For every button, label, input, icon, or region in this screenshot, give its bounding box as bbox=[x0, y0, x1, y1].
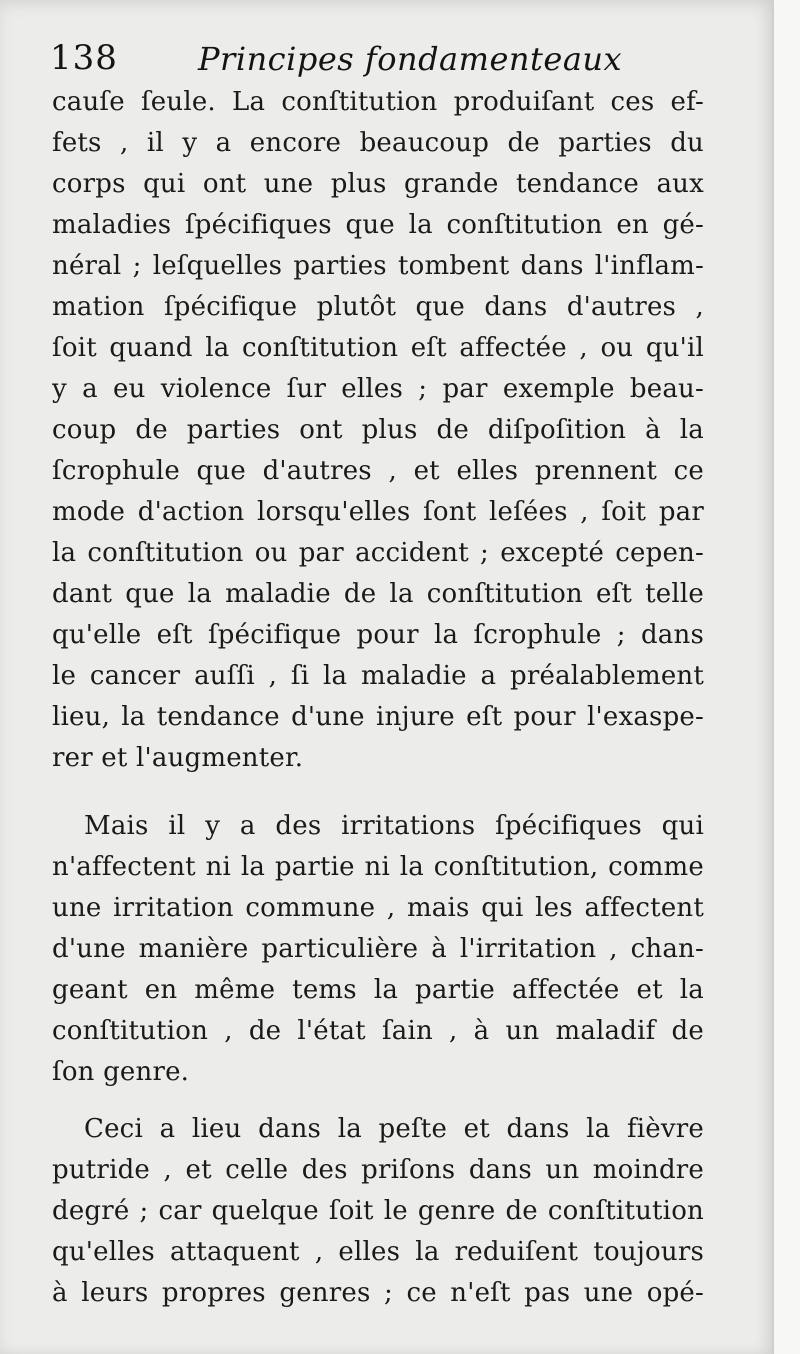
text-line: cauſe ſeule. La conſtitution produiſant ces ef- bbox=[52, 87, 704, 117]
paragraph-2 bbox=[52, 806, 704, 1093]
page-edge bbox=[772, 0, 800, 1354]
text-line: putride , et celle des priſons dans un moindre bbox=[52, 1155, 704, 1185]
page-header bbox=[50, 38, 730, 88]
text-line: qu'elles attaquent , elles la reduiſent toujours bbox=[52, 1237, 704, 1267]
running-title: Principes fondamenteaux bbox=[198, 40, 623, 78]
paragraph-1 bbox=[52, 82, 704, 779]
text-line: une irritation commune , mais qui les affectent bbox=[52, 893, 704, 923]
text-line: d'une manière particulière à l'irritation , chan- bbox=[52, 934, 704, 964]
text-line: n'affectent ni la partie ni la conſtitution, comme bbox=[52, 852, 704, 882]
text-line: coup de parties ont plus de diſpoſition à la bbox=[52, 415, 704, 445]
text-line: Mais il y a des irritations ſpécifiques qui bbox=[84, 811, 704, 841]
text-line: maladies ſpécifiques que la conſtitution en gé- bbox=[52, 210, 704, 240]
text-line: rer et l'augmenter. bbox=[52, 743, 304, 773]
text-line: y a eu violence ſur elles ; par exemple beau- bbox=[52, 374, 704, 404]
text-line: corps qui ont une plus grande tendance aux bbox=[52, 169, 704, 199]
text-line: fets , il y a encore beaucoup de parties du bbox=[52, 128, 704, 158]
page-number: 138 bbox=[50, 38, 118, 78]
text-line: mation ſpécifique plutôt que dans d'autres , bbox=[52, 292, 704, 322]
text-line: néral ; leſquelles parties tombent dans l'inflam- bbox=[52, 251, 704, 281]
text-line: lieu, la tendance d'une injure eſt pour l'exaspe- bbox=[52, 702, 704, 732]
text-line: la conſtitution ou par accident ; excepté cepen- bbox=[52, 538, 704, 568]
text-line: ſcrophule que d'autres , et elles prennent ce bbox=[52, 456, 704, 486]
text-line: ſoit quand la conſtitution eſt affectée , ou qu'il bbox=[52, 333, 704, 363]
text-line: geant en même tems la partie affectée et la bbox=[52, 975, 704, 1005]
text-line: mode d'action lorsqu'elles ſont leſées , ſoit par bbox=[52, 497, 704, 527]
text-line: degré ; car quelque ſoit le genre de conſtitution bbox=[52, 1196, 704, 1226]
text-line: conſtitution , de l'état ſain , à un maladif de bbox=[52, 1016, 704, 1046]
text-line: dant que la maladie de la conſtitution eſt telle bbox=[52, 579, 704, 609]
text-line: qu'elle eſt ſpécifique pour la ſcrophule ; dans bbox=[52, 620, 704, 650]
paragraph-3 bbox=[52, 1109, 704, 1314]
text-line: Ceci a lieu dans la peſte et dans la fièvre bbox=[84, 1114, 704, 1144]
text-line: à leurs propres genres ; ce n'eſt pas une opé- bbox=[52, 1278, 704, 1308]
text-line: ſon genre. bbox=[52, 1057, 190, 1087]
text-line: le cancer auſſi , ſi la maladie a préalablement bbox=[52, 661, 704, 691]
